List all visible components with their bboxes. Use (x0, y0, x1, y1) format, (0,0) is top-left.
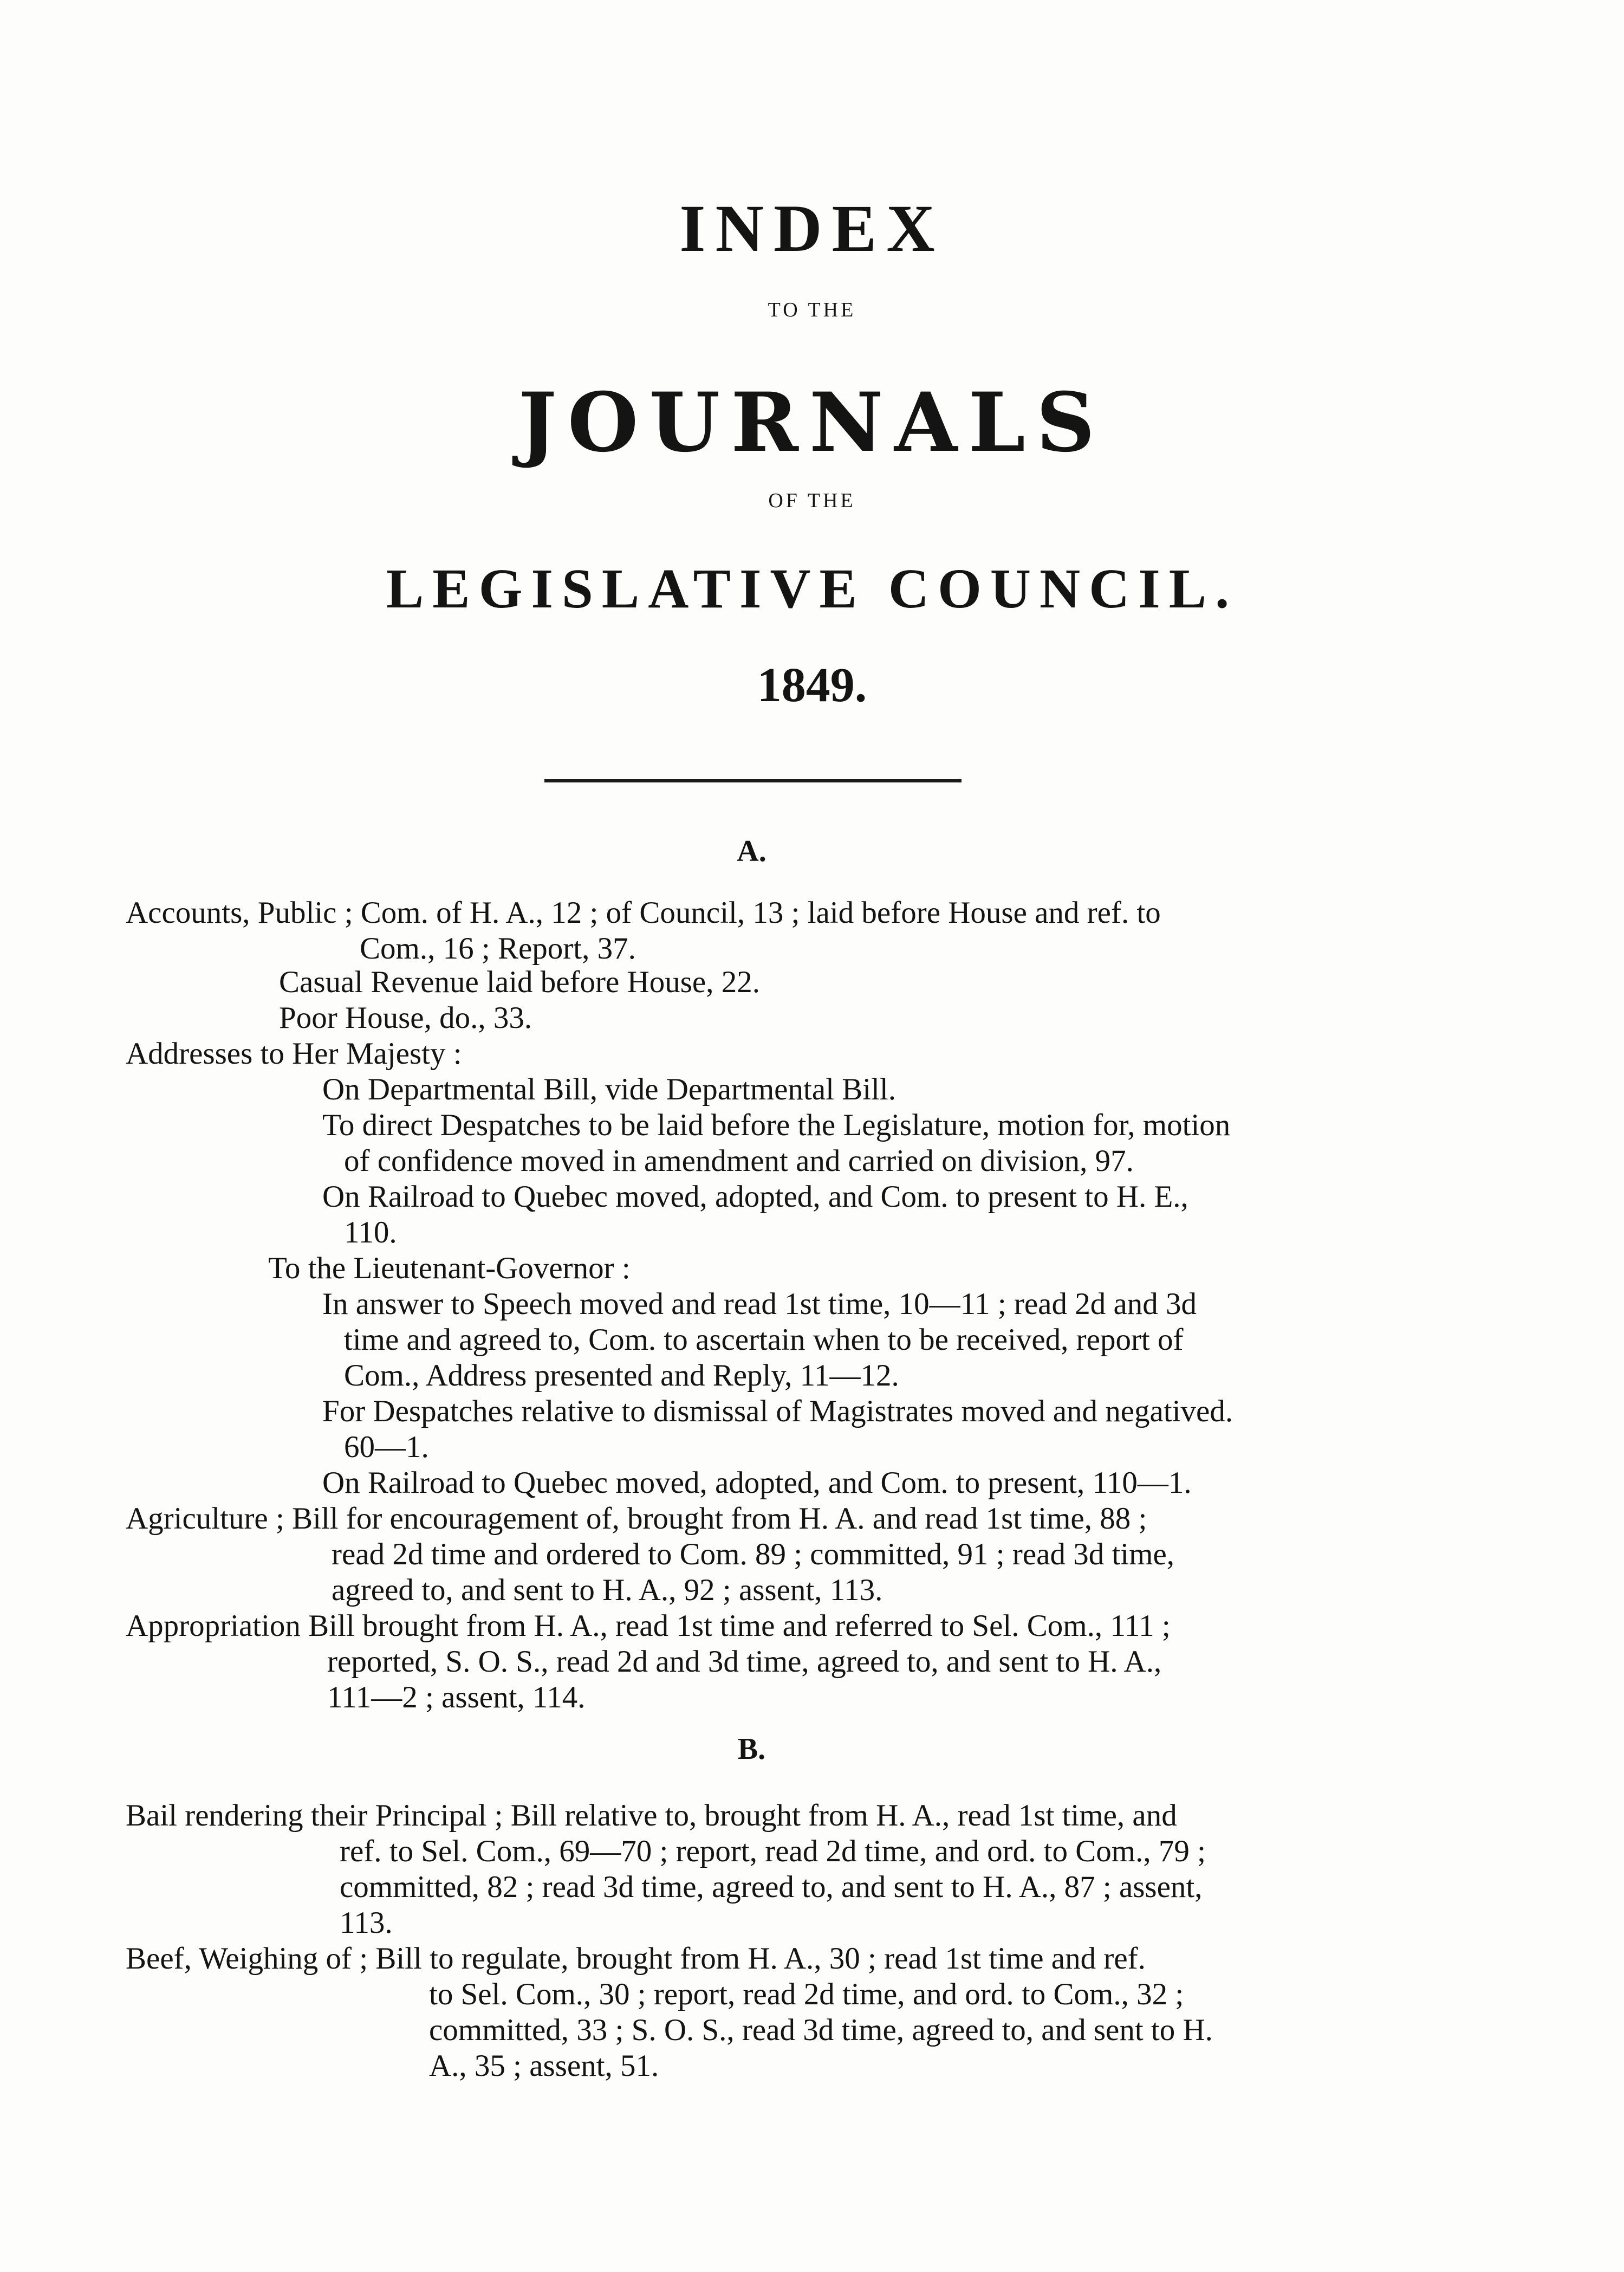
entry-line: committed, 33 ; S. O. S., read 3d time, agreed to, and sent to H. (429, 2013, 1213, 2047)
entry-line: reported, S. O. S., read 2d and 3d time, agreed to, and sent to H. A., (327, 1645, 1162, 1679)
entry-line: Beef, Weighing of ; Bill to regulate, brought from H. A., 30 ; read 1st time and ref. (126, 1941, 1146, 1976)
section-a-letter: A. (737, 834, 766, 868)
entry-casual-revenue (279, 965, 1471, 1000)
entry-appropriation (126, 1608, 1512, 1716)
to-the-label: TO THE (768, 299, 856, 321)
journals-heading: JOURNALS (518, 375, 1106, 470)
entry-line: time and agreed to, Com. to ascertain when to be received, report of (344, 1323, 1184, 1357)
title-divider (544, 779, 962, 782)
entry-line: On Railroad to Quebec moved, adopted, and Com. to present, 110—1. (322, 1466, 1192, 1500)
entry-line: agreed to, and sent to H. A., 92 ; assent, 113. (332, 1573, 883, 1607)
entry-line: 113. (340, 1906, 393, 1940)
entry-line: ref. to Sel. Com., 69—70 ; report, read 2d time, and ord. to Com., 79 ; (340, 1834, 1206, 1868)
entry-speech (322, 1286, 1514, 1394)
index-heading: INDEX (679, 191, 945, 266)
entry-line: Bail rendering their Principal ; Bill relative to, brought from H. A., read 1st time, and (126, 1798, 1177, 1833)
entry-line: read 2d time and ordered to Com. 89 ; committed, 91 ; read 3d time, (332, 1537, 1175, 1571)
entry-line: Accounts, Public ; Com. of H. A., 12 ; of Council, 13 ; laid before House and ref. to (126, 896, 1161, 930)
entry-magistrates (322, 1394, 1514, 1465)
entry-line: Poor House, do., 33. (279, 1001, 532, 1035)
entry-line: Casual Revenue laid before House, 22. (279, 965, 760, 999)
entry-despatches (322, 1108, 1514, 1179)
entry-beef (126, 1941, 1512, 2084)
entry-bail (126, 1798, 1512, 1941)
entry-poor-house (279, 1000, 1471, 1036)
entry-line: In answer to Speech moved and read 1st time, 10—11 ; read 2d and 3d (322, 1287, 1197, 1321)
entry-line: to Sel. Com., 30 ; report, read 2d time, and ord. to Com., 32 ; (429, 1977, 1184, 2011)
entry-lieutenant-governor (268, 1251, 1460, 1286)
entry-line: committed, 82 ; read 3d time, agreed to, and sent to H. A., 87 ; assent, (340, 1870, 1203, 1904)
entry-railroad-present (322, 1465, 1514, 1501)
entry-line: 110. (344, 1215, 397, 1250)
council-heading: LEGISLATIVE COUNCIL. (386, 558, 1238, 620)
entry-line: Appropriation Bill brought from H. A., read 1st time and referred to Sel. Com., 111 ; (126, 1609, 1171, 1643)
entry-addresses-majesty (126, 1036, 1317, 1072)
entry-line: Com., 16 ; Report, 37. (360, 931, 636, 966)
entry-agriculture (126, 1501, 1512, 1608)
section-b-letter: B. (737, 1732, 766, 1766)
entry-railroad-he (322, 1179, 1514, 1251)
year-heading: 1849. (757, 658, 867, 712)
entry-line: 111—2 ; assent, 114. (327, 1680, 586, 1714)
entry-accounts (126, 895, 1512, 967)
entry-line: of confidence moved in amendment and carried on division, 97. (344, 1144, 1134, 1178)
entry-line: Agriculture ; Bill for encouragement of, brought from H. A. and read 1st time, 88 ; (126, 1501, 1147, 1536)
entry-line: A., 35 ; assent, 51. (429, 2049, 659, 2083)
entry-line: To the Lieutenant-Governor : (268, 1251, 631, 1285)
of-the-label: OF THE (768, 489, 856, 512)
entry-line: On Railroad to Quebec moved, adopted, and Com. to present to H. E., (322, 1180, 1188, 1214)
entry-line: 60—1. (344, 1430, 429, 1464)
entry-line: To direct Despatches to be laid before the Legislature, motion for, motion (322, 1108, 1231, 1142)
entry-line: On Departmental Bill, vide Departmental Bill. (322, 1072, 896, 1106)
entry-line: Addresses to Her Majesty : (126, 1037, 462, 1071)
entry-line: Com., Address presented and Reply, 11—12. (344, 1358, 899, 1393)
entry-departmental-bill (322, 1072, 1514, 1108)
entry-line: For Despatches relative to dismissal of Magistrates moved and negatived. (322, 1394, 1233, 1428)
